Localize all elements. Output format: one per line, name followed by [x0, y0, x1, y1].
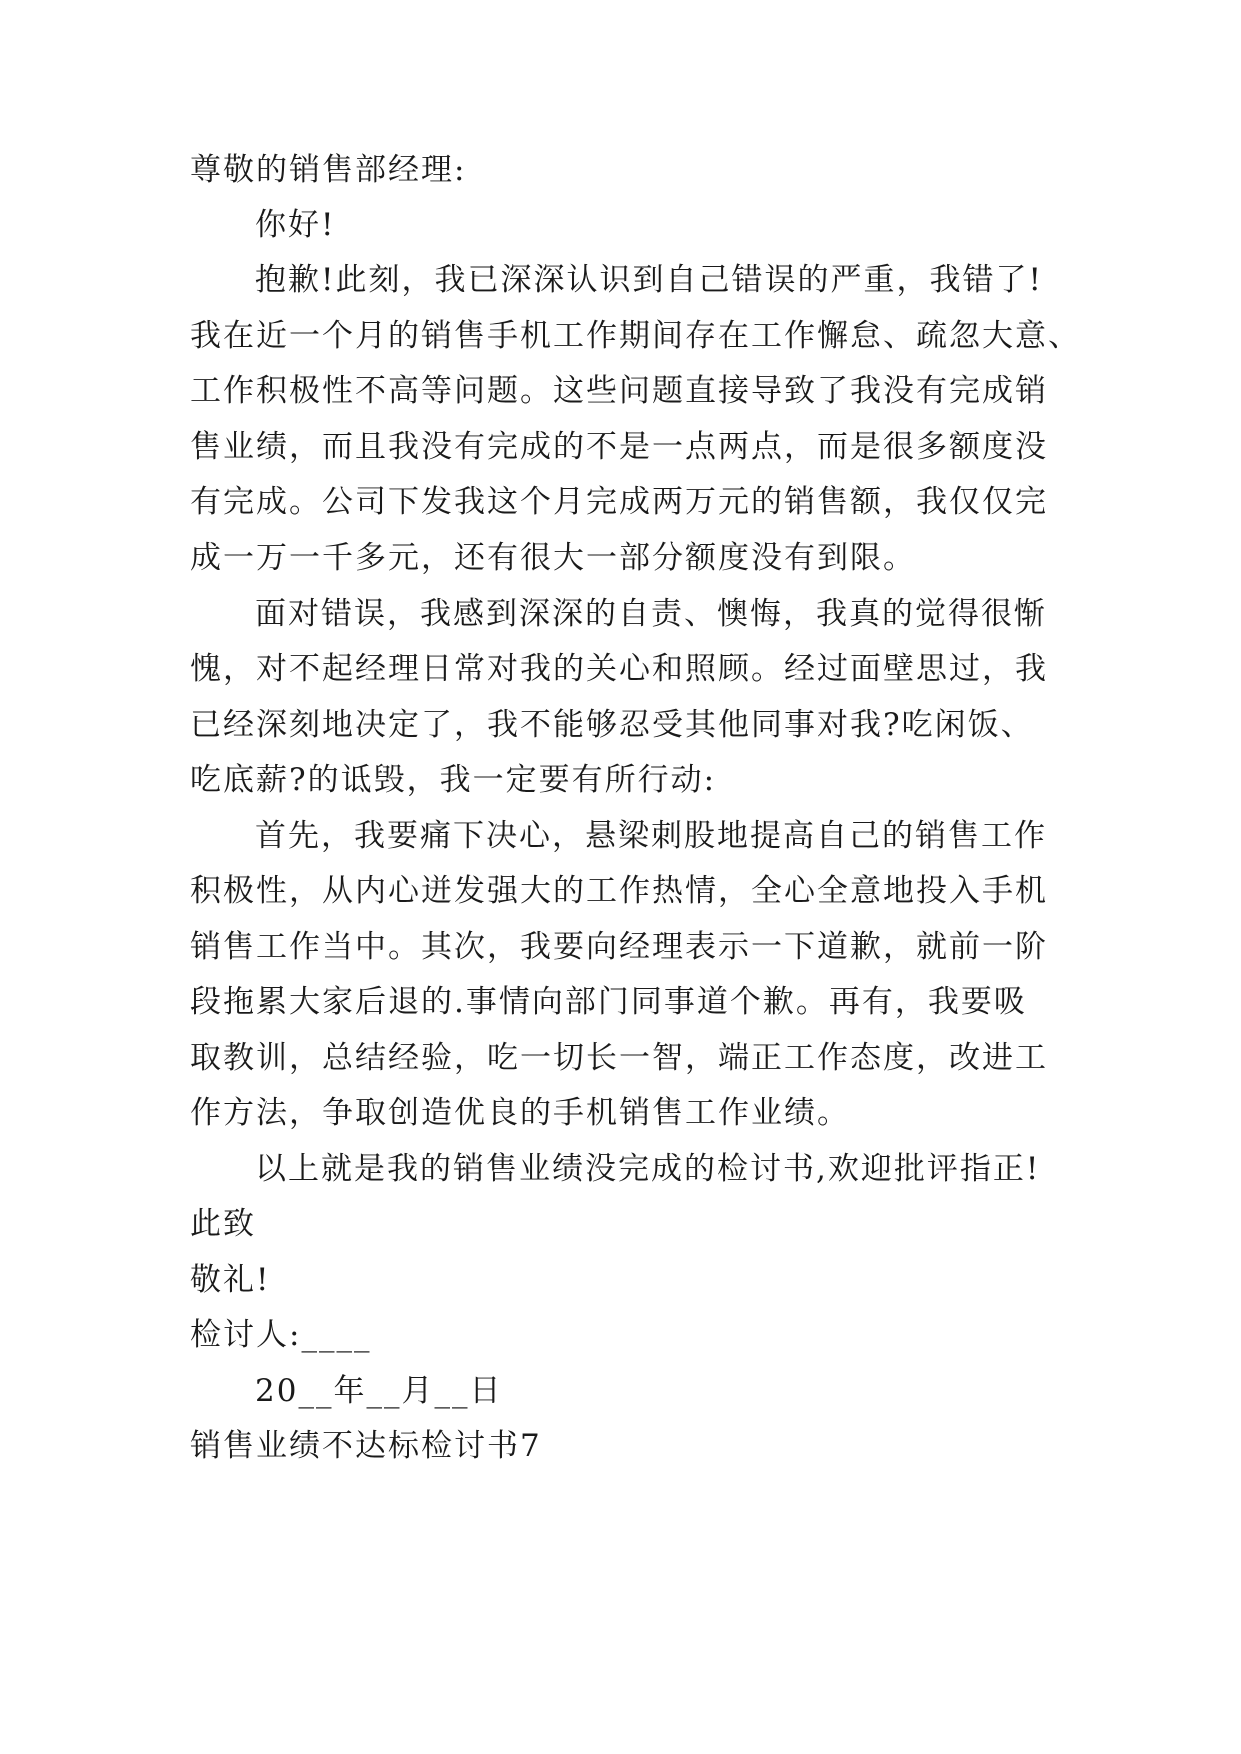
paragraph-line: 销售工作当中。其次，我要向经理表示一下道歉，就前一阶 [190, 929, 1048, 965]
date-line: 20__年__月__日 [255, 1373, 503, 1409]
paragraph-line: 售业绩，而且我没有完成的不是一点两点，而是很多额度没 [190, 429, 1048, 465]
paragraph-line: 面对错误，我感到深深的自责、懊悔，我真的觉得很惭 [255, 596, 1047, 632]
paragraph-line: 愧，对不起经理日常对我的关心和照顾。经过面壁思过，我 [190, 651, 1048, 687]
paragraph-line: 段拖累大家后退的.事情向部门同事道个歉。再有，我要吸 [190, 984, 1027, 1020]
paragraph-line: 已经深刻地决定了，我不能够忍受其他同事对我?吃闲饭、 [190, 707, 1034, 743]
paragraph-line: 首先，我要痛下决心，悬梁刺股地提高自己的销售工作 [255, 818, 1047, 854]
closing-paragraph: 以上就是我的销售业绩没完成的检讨书,欢迎批评指正! [255, 1151, 1041, 1187]
closing-line-2: 敬礼! [190, 1262, 271, 1298]
next-section-title: 销售业绩不达标检讨书7 [190, 1428, 542, 1464]
closing-line-1: 此致 [190, 1206, 256, 1242]
paragraph-line: 作方法，争取创造优良的手机销售工作业绩。 [190, 1095, 850, 1131]
paragraph-line: 取教训，总结经验，吃一切长一智，端正工作态度，改进工 [190, 1040, 1048, 1076]
signer-line: 检讨人:____ [190, 1317, 372, 1353]
greeting: 你好! [255, 207, 336, 243]
paragraph-line: 我在近一个月的销售手机工作期间存在工作懈怠、疏忽大意、 [190, 318, 1081, 354]
paragraph-line: 工作积极性不高等问题。这些问题直接导致了我没有完成销 [190, 373, 1048, 409]
paragraph-line: 吃底薪?的诋毁，我一定要有所行动: [190, 762, 717, 798]
paragraph-line: 有完成。公司下发我这个月完成两万元的销售额，我仅仅完 [190, 484, 1048, 520]
paragraph-line: 成一万一千多元，还有很大一部分额度没有到限。 [190, 540, 916, 576]
paragraph-line: 积极性，从内心迸发强大的工作热情，全心全意地投入手机 [190, 873, 1048, 909]
paragraph-line: 抱歉!此刻，我已深深认识到自己错误的严重，我错了! [255, 262, 1043, 298]
salutation: 尊敬的销售部经理: [190, 152, 467, 188]
